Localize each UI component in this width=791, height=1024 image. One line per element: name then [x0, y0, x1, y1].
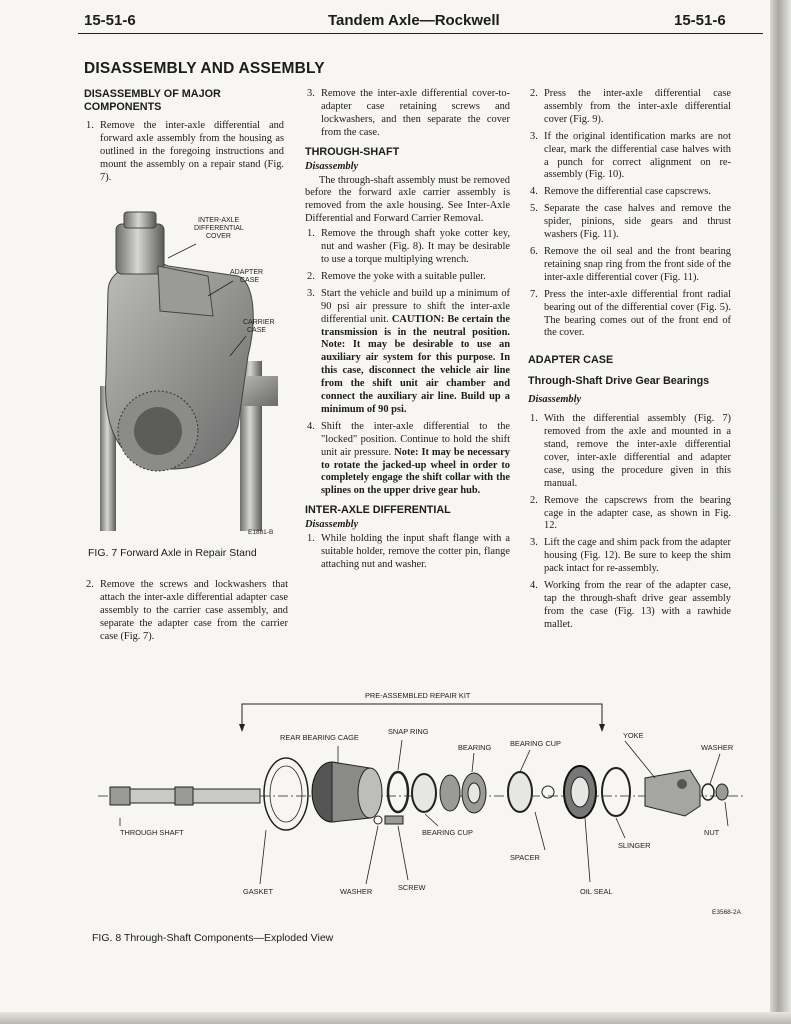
oil-seal-bore: [571, 777, 589, 807]
bracket-arrow: [239, 724, 245, 732]
nut-part: [716, 784, 728, 800]
fig7-label-adapter-1: ADAPTER: [230, 269, 264, 276]
slinger-part: [602, 768, 630, 816]
fig8-label-slinger: SLINGER: [618, 841, 651, 850]
kit-bracket: [242, 704, 602, 726]
list-item: 3. If the original identification marks are not clear, mark the differential case halves with a punch for correct alignment on re-assembly (Fig. 10).: [530, 130, 731, 181]
leader-line: [398, 826, 408, 880]
list-item: 1. While holding the input shaft flange with a suitable holder, remove the cotter pin, flange attaching nut and washer.: [307, 533, 510, 570]
shaft-spline: [175, 787, 193, 805]
fig8-caption: FIG. 8 Through-Shaft Components—Exploded View: [92, 932, 334, 944]
fig8-label-rear-bearing-cage: REAR BEARING CAGE: [280, 733, 359, 742]
fig8-label-screw: SCREW: [398, 883, 426, 892]
column-3: [528, 88, 731, 636]
shaft-spline: [110, 787, 130, 805]
section-heading-adapter-case: ADAPTER CASE: [528, 354, 614, 367]
fig8-label-snap-ring: SNAP RING: [388, 727, 429, 736]
snap-ring-part: [388, 772, 408, 812]
washer-small-part: [374, 816, 382, 824]
list-item: 1. With the differential assembly (Fig. 7) removed from the axle and mounted in a stand, remove the inter-axle differential cover, inter-axle differential and adapter case, using the procedure given in this manual.: [530, 413, 731, 489]
list-item: 3. Start the vehicle and build up a minimum of 90 psi air pressure to shift the inter-axle differential unit. CAUTION: Be certain the transmission is in the neutral position. Note: It may be desirable to use an auxiliary air system for this purpose. In this case, disconnect the vehicle air line from the shift unit air chamber and connect the auxiliary air line. Build up a minimum of 90 psi.: [307, 287, 510, 415]
input-flange-shape: [124, 212, 156, 228]
column-1: [84, 88, 284, 189]
subheading-disassembly: Disassembly: [305, 160, 359, 172]
leader-line: [398, 740, 402, 770]
page-bottom-edge: [0, 1012, 791, 1024]
screw-part: [385, 816, 403, 824]
list-item: 3. Lift the cage and shim pack from the adapter housing (Fig. 12). Be sure to keep the shim pack intact for re-assembly.: [530, 537, 731, 575]
list-item: 2. Press the inter-axle differential case assembly from the inter-axle differential cover (Fig. 9).: [530, 88, 731, 125]
list-item: 2. Remove the capscrews from the bearing cage in the adapter case, as shown in Fig. 12.: [530, 494, 731, 532]
subheading-disassembly: Disassembly: [528, 394, 582, 406]
book-spine-shadow: [770, 0, 791, 1024]
fig8-label-bearing: BEARING: [458, 743, 492, 752]
fig8-label-gasket: GASKET: [243, 887, 273, 896]
page-number-right: 15-51-6: [674, 12, 726, 29]
yoke-hole: [677, 779, 687, 789]
fig7-label-carrier-1: CARRIER: [243, 319, 275, 326]
leader-line: [535, 812, 545, 850]
fig7-label-cover-1: INTER-AXLE: [198, 217, 240, 224]
fig8-label-washer-bottom: WASHER: [340, 887, 373, 896]
leader-line: [616, 818, 625, 838]
leader-line: [168, 244, 196, 258]
main-title: DISASSEMBLY AND ASSEMBLY: [84, 60, 325, 77]
section-heading-through-shaft: THROUGH-SHAFT: [305, 145, 400, 158]
bearing-cup-part: [412, 774, 436, 812]
bracket-arrow: [599, 724, 605, 732]
leader-line: [520, 750, 530, 772]
note-text: Note: It may be necessary to rotate the jacked-up wheel in order to completely engage the shift collar with the splines on the upper drive gear hub.: [321, 446, 510, 497]
fig7-axle-illustration: [88, 196, 288, 541]
fig7-label-cover-3: COVER: [206, 233, 231, 240]
cage-end: [358, 768, 382, 818]
leader-line: [425, 814, 438, 826]
list-item: 4. Remove the differential case capscrews.: [530, 186, 711, 198]
fig8-code: E3568-2A: [712, 909, 741, 916]
subheading-drive-gear-bearings: Through-Shaft Drive Gear Bearings: [528, 375, 710, 388]
bearing-bore: [468, 783, 480, 803]
list-item: 4. Shift the inter-axle differential to the "locked" position. Continue to hold the shift unit air pressure. Note: It may be necessary to rotate the jacked-up wheel in order to completely engage the shift collar with the splines on the upper drive gear hub.: [307, 420, 510, 497]
list-item: 1. Remove the through shaft yoke cotter key, nut and washer (Fig. 8). It may be desirable to use a torque multiplying wrench.: [307, 228, 510, 265]
list-item: 7. Press the inter-axle differential front radial bearing out of the differential cover (Fig. 5). The bearing comes out of the front end of the cover.: [530, 288, 731, 339]
list-item: 2. Remove the yoke with a suitable puller.: [307, 270, 486, 282]
gasket-inner: [270, 766, 302, 822]
through-shaft-intro: The through-shaft assembly must be removed before the forward axle carrier assembly is removed from the axle housing. See Inter-Axle Differential and Forward Carrier Removal.: [305, 174, 510, 225]
leader-line: [366, 826, 378, 884]
fig8-label-nut: NUT: [704, 828, 720, 837]
fig8-label-spacer: SPACER: [510, 853, 540, 862]
fig7-label-adapter-2: CASE: [240, 277, 260, 284]
bearing-part: [440, 775, 460, 811]
yoke-part: [645, 770, 700, 816]
adapter-case-steps: [528, 413, 731, 632]
list-item: 2. Remove the screws and lockwashers that attach the inter-axle differential adapter case assembly to the carrier case assembly, and separate the adapter case from the carrier case (Fig. 7).: [86, 579, 288, 642]
running-title: Tandem Axle—Rockwell: [328, 12, 500, 29]
fig8-exploded-view: [80, 688, 760, 920]
fig8-label-washer-right: WASHER: [701, 743, 734, 752]
gasket-part: [264, 758, 308, 830]
washer-part: [702, 784, 714, 800]
ring-gear-hub: [134, 407, 182, 455]
list-item: 6. Remove the oil seal and the front bearing retaining snap ring from the front side of the inter-axle differential cover (Fig. 11).: [530, 245, 731, 283]
subheading-disassembly: Disassembly: [305, 519, 359, 531]
list-item: 5. Separate the case halves and remove the spider, pinions, side gears and thrust washers (Fig. 11).: [530, 203, 731, 241]
list-item: 1. Remove the inter-axle differential and forward axle assembly from the housing as outlined in the foregoing instructions and mount the assembly on a repair stand (Fig. 7).: [86, 120, 284, 183]
section-heading-major-components: DISASSEMBLY OF MAJOR COMPONENTS: [84, 88, 221, 113]
inter-axle-cover-shape: [116, 224, 164, 274]
major-components-steps: [84, 120, 284, 185]
fig7-code: E1881-B: [248, 529, 274, 536]
fig7-label-carrier-2: CASE: [247, 327, 267, 334]
leader-line: [585, 818, 590, 882]
column-1-lower: [84, 579, 288, 648]
through-shaft-steps: [305, 228, 510, 498]
section-heading-inter-axle: INTER-AXLE DIFFERENTIAL: [305, 504, 451, 517]
caution-text: CAUTION: Be certain the transmission is in the neutral position. Note: It may be desirable to use an auxiliary air system for this purpose. In this case, disconnect the vehicle air line from the shift unit air chamber and connect the auxiliary air line. Build up a minimum of 90 psi.: [321, 313, 510, 415]
column-2: [305, 88, 510, 576]
leader-line: [625, 741, 655, 778]
fig8-label-through-shaft: THROUGH SHAFT: [120, 828, 184, 837]
leader-line: [472, 753, 474, 772]
fig8-label-oil-seal: OIL SEAL: [580, 887, 613, 896]
leader-line: [710, 754, 720, 784]
fig7-label-cover-2: DIFFERENTIAL: [194, 225, 244, 232]
leader-line: [725, 802, 728, 826]
fig8-label-bearing-cup-bottom: BEARING CUP: [422, 828, 473, 837]
page-number-left: 15-51-6: [84, 12, 136, 29]
list-item: 4. Working from the rear of the adapter case, tap the through-shaft drive gear assembly from the case (Fig. 13) with a rawhide mallet.: [530, 580, 731, 630]
leader-line: [260, 830, 266, 884]
fig8-label-yoke: YOKE: [623, 731, 644, 740]
fig8-label-bearing-cup-top: BEARING CUP: [510, 739, 561, 748]
header-rule: [78, 33, 763, 34]
bearing-cup-part: [508, 772, 532, 812]
fig7-caption: FIG. 7 Forward Axle in Repair Stand: [88, 547, 257, 559]
fig8-label-kit: PRE-ASSEMBLED REPAIR KIT: [365, 691, 471, 700]
list-item: 3. Remove the inter-axle differential cover-to-adapter case retaining screws and lockwashers, and then separate the cover from the case.: [307, 88, 510, 138]
